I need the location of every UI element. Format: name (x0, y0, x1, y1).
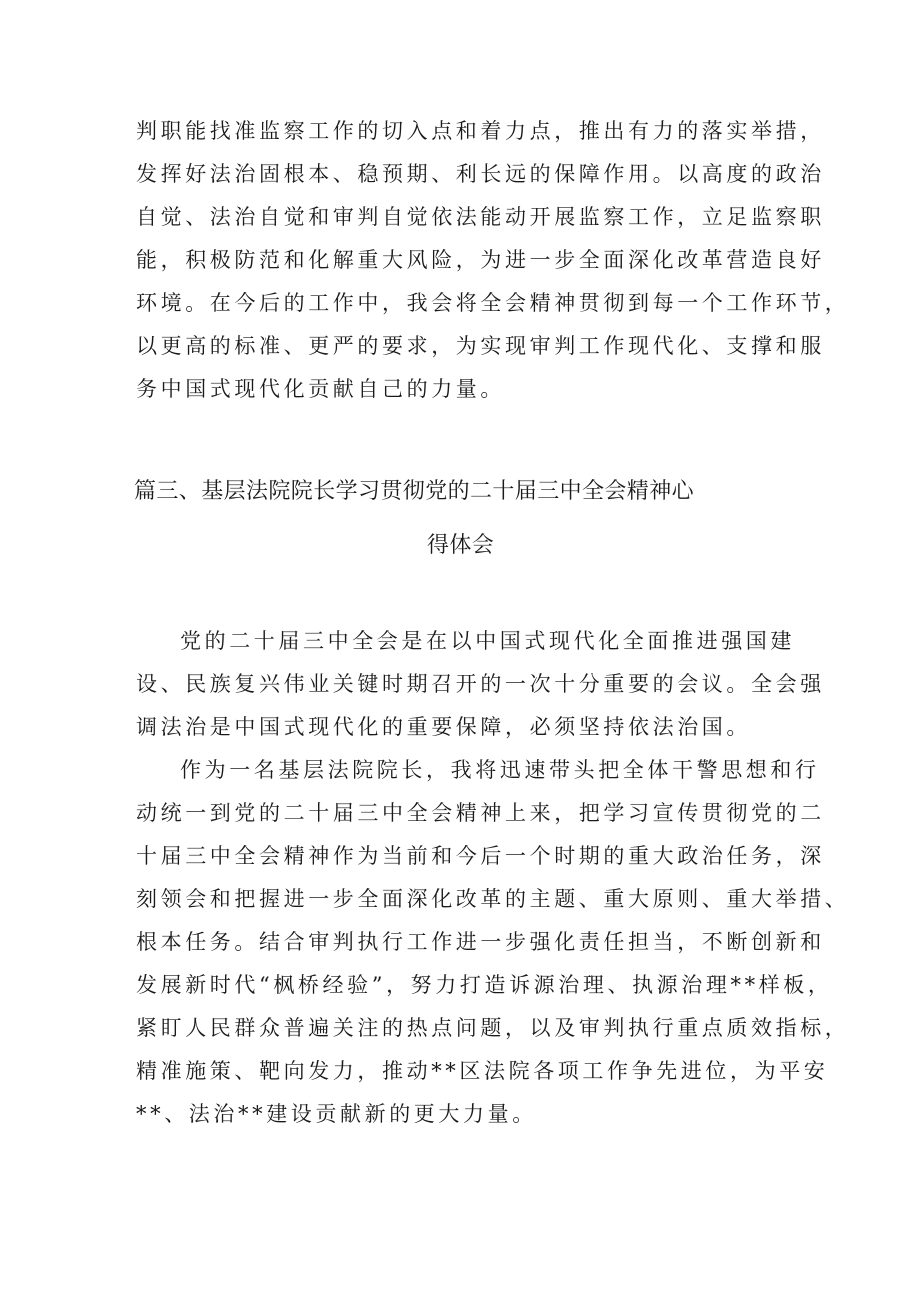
text-line: 调法治是中国式现代化的重要保障，必须坚持依法治国。 (136, 715, 751, 739)
text-line: 根本任务。结合审判执行工作进一步强化责任担当，不断创新和 (136, 930, 825, 954)
text-line: 十届三中全会精神作为当前和今后一个时期的重大政治任务，深 (136, 844, 825, 868)
text-line: 刻领会和把握进一步全面深化改革的主题、重大原则、重大举措、 (136, 887, 850, 911)
heading-line-1: 篇三、基层法院院长学习贯彻党的二十届三中全会精神心 (134, 479, 695, 504)
text-line: 作为一名基层法院院长，我将迅速带头把全体干警思想和行 (180, 758, 820, 782)
text-line: 设、民族复兴伟业关键时期召开的一次十分重要的会议。全会强 (136, 672, 825, 696)
heading-line-2: 得体会 (427, 533, 495, 558)
text-line: 发挥好法治固根本、稳预期、利长远的保障作用。以高度的政治 (136, 162, 825, 186)
text-line: 发展新时代“枫桥经验”，努力打造诉源治理、执源治理**样板， (136, 973, 833, 997)
text-line: 自觉、法治自觉和审判自觉依法能动开展监察工作，立足监察职 (136, 205, 825, 229)
text-line: 务中国式现代化贡献自己的力量。 (136, 377, 505, 401)
text-line: 党的二十届三中全会是在以中国式现代化全面推进强国建 (180, 629, 795, 653)
text-line: 紧盯人民群众普遍关注的热点问题，以及审判执行重点质效指标， (136, 1016, 850, 1040)
text-line: 动统一到党的二十届三中全会精神上来，把学习宣传贯彻党的二 (136, 801, 825, 825)
text-line: 以更高的标准、更严的要求，为实现审判工作现代化、支撑和服 (136, 334, 825, 358)
text-line: 判职能找准监察工作的切入点和着力点，推出有力的落实举措， (136, 119, 825, 143)
text-line: **、法治**建设贡献新的更大力量。 (136, 1102, 537, 1126)
text-line: 精准施策、靶向发力，推动**区法院各项工作争先进位，为平安 (136, 1059, 829, 1083)
text-line: 环境。在今后的工作中，我会将全会精神贯彻到每一个工作环节， (136, 291, 850, 315)
text-line: 能，积极防范和化解重大风险，为进一步全面深化改革营造良好 (136, 248, 825, 272)
